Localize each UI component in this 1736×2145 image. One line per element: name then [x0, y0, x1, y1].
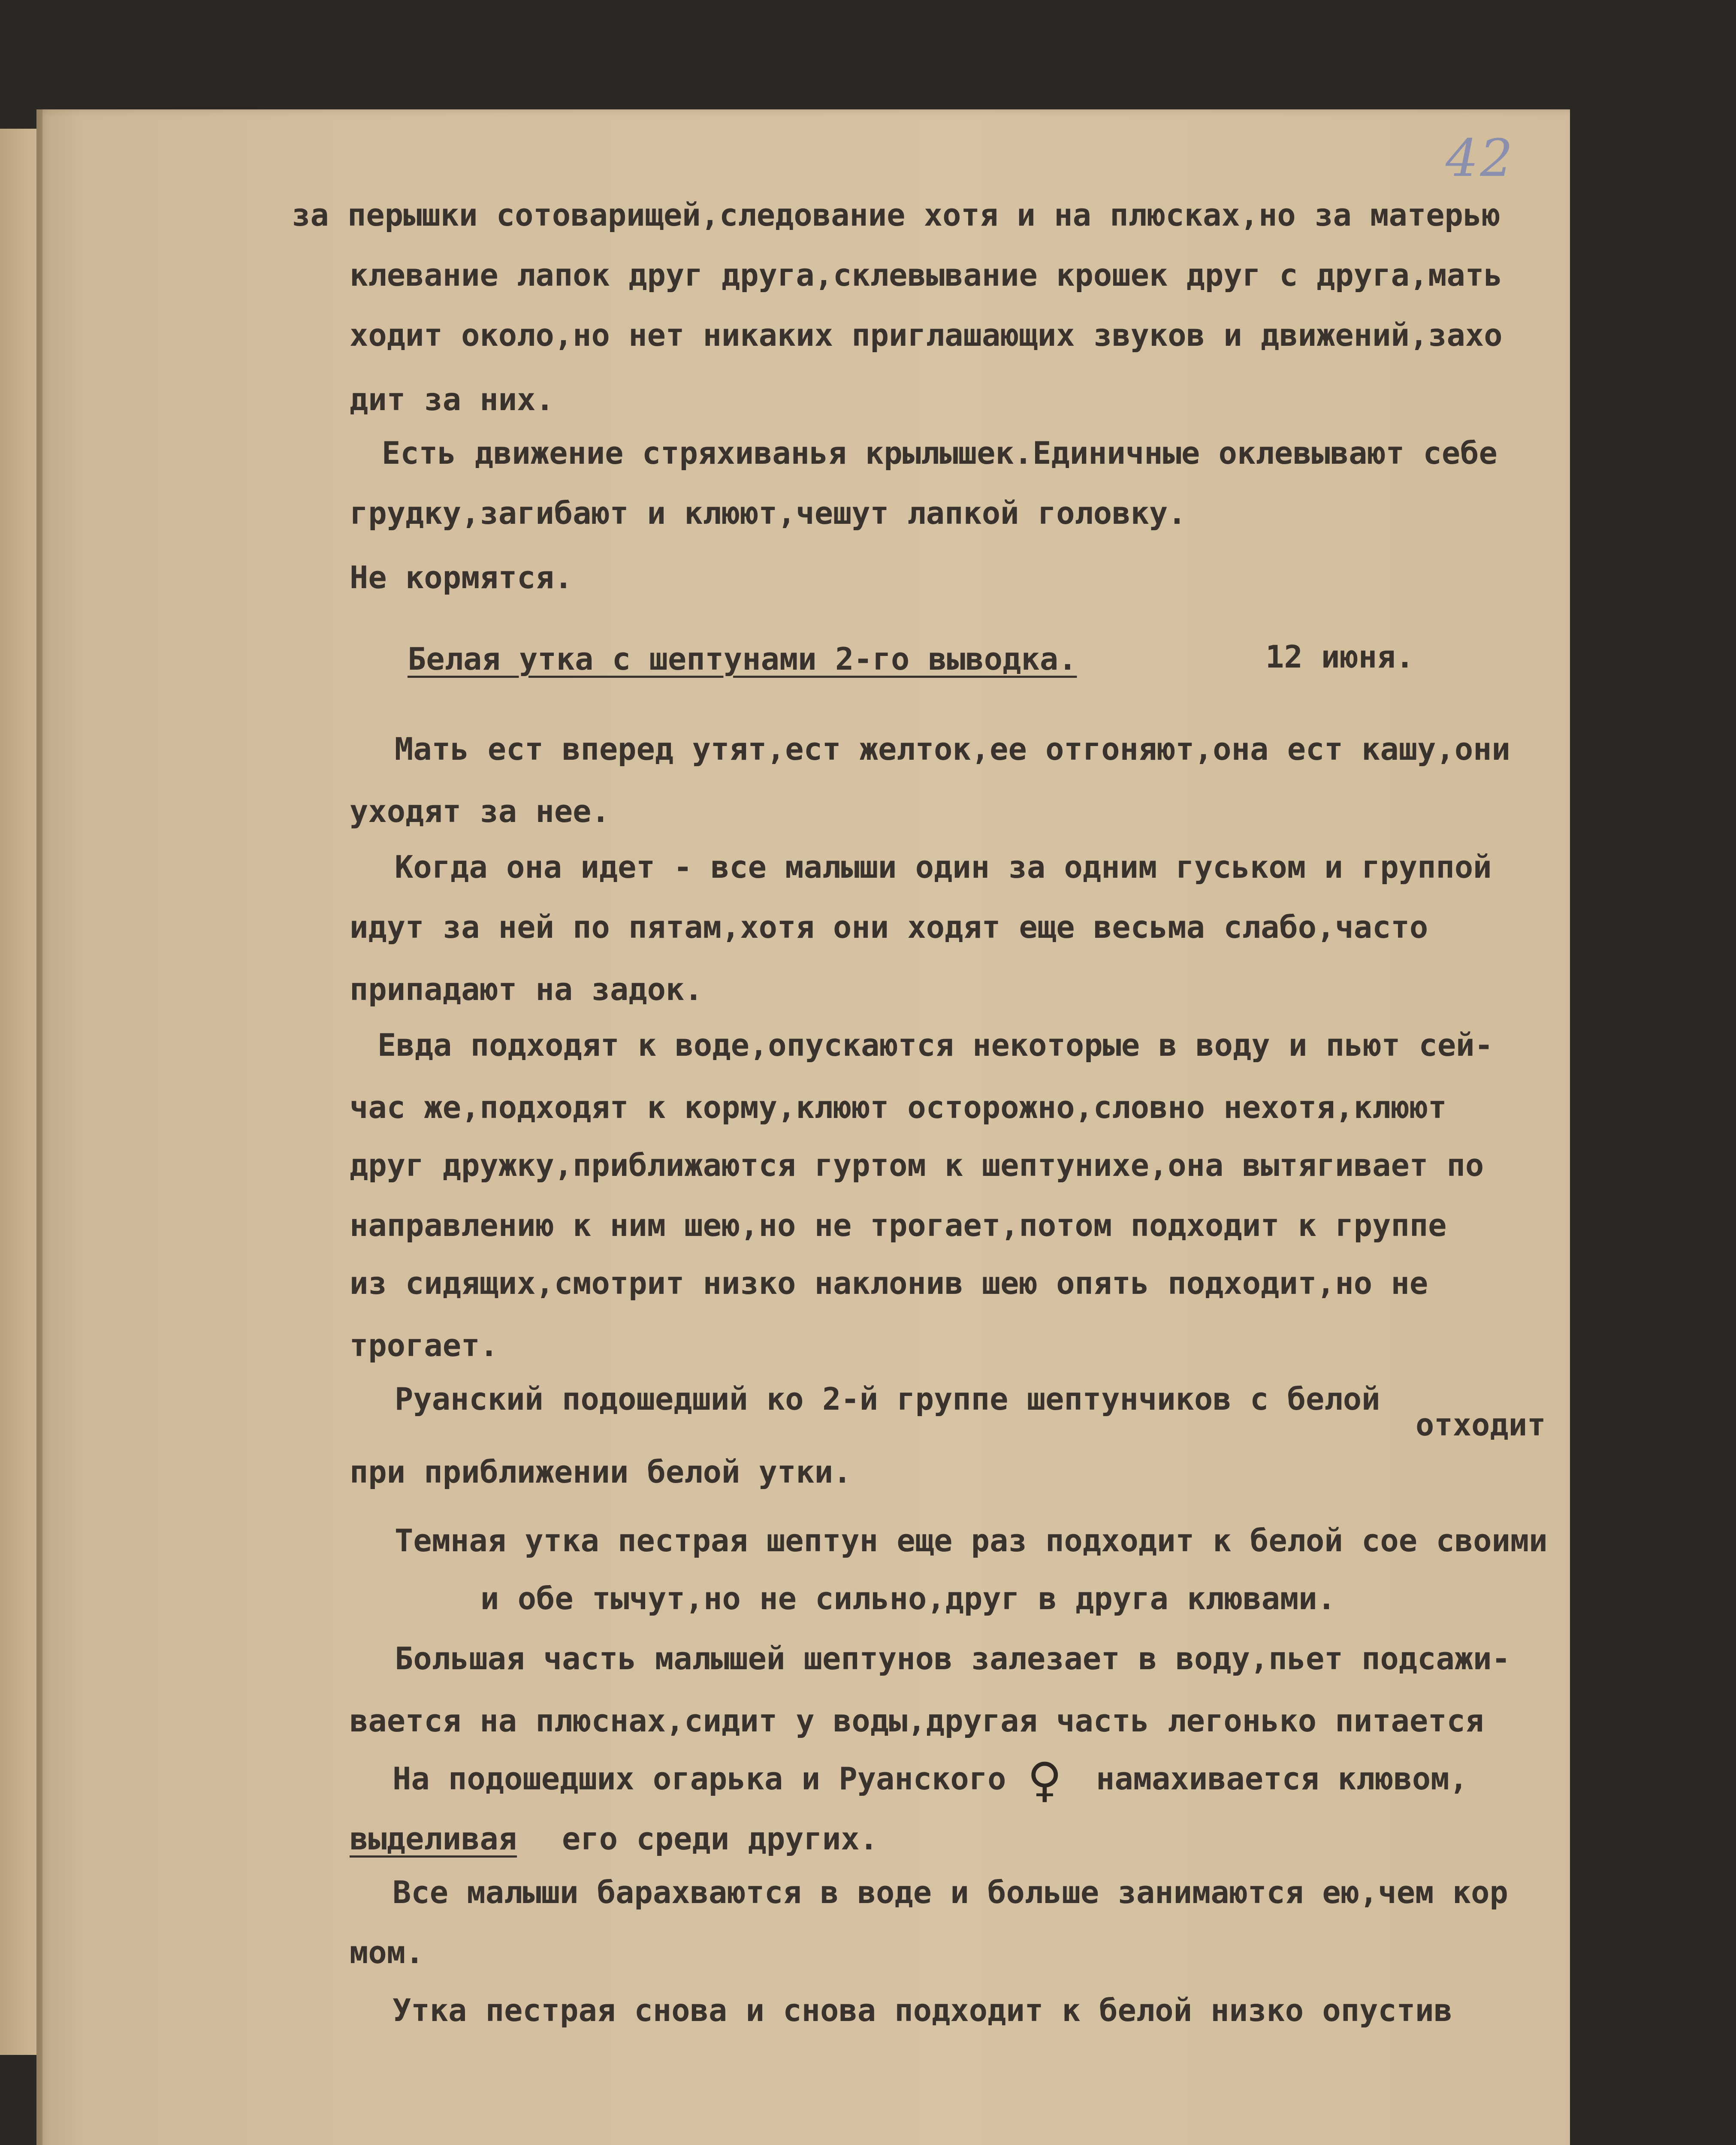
text-line: Темная утка пестрая шептун еще раз подходит к белой сое своими	[395, 1523, 1548, 1559]
text-line: Когда она идет - все малыши один за одним гуськом и группой	[395, 849, 1492, 885]
text-line: вается на плюснах,сидит у воды,другая часть легонько питается	[350, 1703, 1484, 1739]
text-line: Мать ест вперед утят,ест желток,ее отгоняют,она ест кашу,они	[395, 731, 1510, 767]
text-line: Большая часть малышей шептунов залезает в воду,пьет подсажи-	[395, 1640, 1510, 1677]
sheet-fold-shadow	[36, 109, 42, 2145]
text-line: На подошедших огарька и Руанского	[392, 1761, 1006, 1797]
text-line: мом.	[350, 1934, 424, 1970]
text-line: и обе тычут,но не сильно,друг в друга клювами.	[480, 1580, 1336, 1616]
section-heading: Белая утка с шептунами 2-го выводка.	[408, 641, 1077, 677]
text-line: при приближении белой утки.	[350, 1454, 852, 1490]
text-line: его среди других.	[562, 1821, 878, 1857]
text-line: Не кормятся.	[350, 559, 573, 595]
text-line: направлению к ним шею,но не трогает,потом подходит к группе	[350, 1207, 1447, 1243]
text-line: Есть движение стряхиванья крылышек.Единичные оклевывают себе	[382, 435, 1497, 471]
section-date: 12 июня.	[1265, 639, 1414, 675]
text-line: уходят за нее.	[350, 793, 610, 829]
text-line: припадают на задок.	[350, 971, 703, 1007]
underlined-word: выделивая	[350, 1821, 517, 1857]
text-line: намахивается клювом,	[1096, 1761, 1468, 1797]
text-line: Евда подходят к воде,опускаются некоторые в воду и пьют сей-	[377, 1027, 1493, 1063]
text-line: дит за них.	[350, 381, 554, 417]
female-symbol: ♀	[1027, 1752, 1062, 1807]
text-line: Руанский подошедший ко 2-й группе шептунчиков с белой	[395, 1381, 1380, 1417]
text-line: час же,подходят к корму,клюют осторожно,словно нехотя,клюют	[350, 1089, 1447, 1125]
inserted-word: отходит	[1416, 1407, 1546, 1443]
text-line: грудку,загибают и клюют,чешут лапкой головку.	[350, 495, 1187, 531]
text-line: Все малыши барахваются в воде и больше занимаются ею,чем кор	[392, 1874, 1508, 1910]
text-line: за перышки сотоварищей,следование хотя и на плюсках,но за матерью	[292, 197, 1501, 233]
text-line: из сидящих,смотрит низко наклонив шею опять подходит,но не	[350, 1265, 1428, 1301]
text-line: друг дружку,приближаются гуртом к шептунихе,она вытягивает по	[350, 1147, 1484, 1183]
text-line: трогает.	[350, 1327, 498, 1363]
page-number: 42	[1446, 129, 1515, 188]
text-line: ходит около,но нет никаких приглашающих звуков и движений,захо	[350, 317, 1503, 353]
text-line: Утка пестрая снова и снова подходит к белой низко опустив	[392, 1992, 1452, 2028]
text-line: клевание лапок друг друга,склевывание крошек друг с друга,мать	[350, 257, 1503, 293]
text-line: идут за ней по пятам,хотя они ходят еще весьма слабо,часто	[350, 909, 1428, 945]
adjacent-page-edge	[0, 129, 36, 2055]
